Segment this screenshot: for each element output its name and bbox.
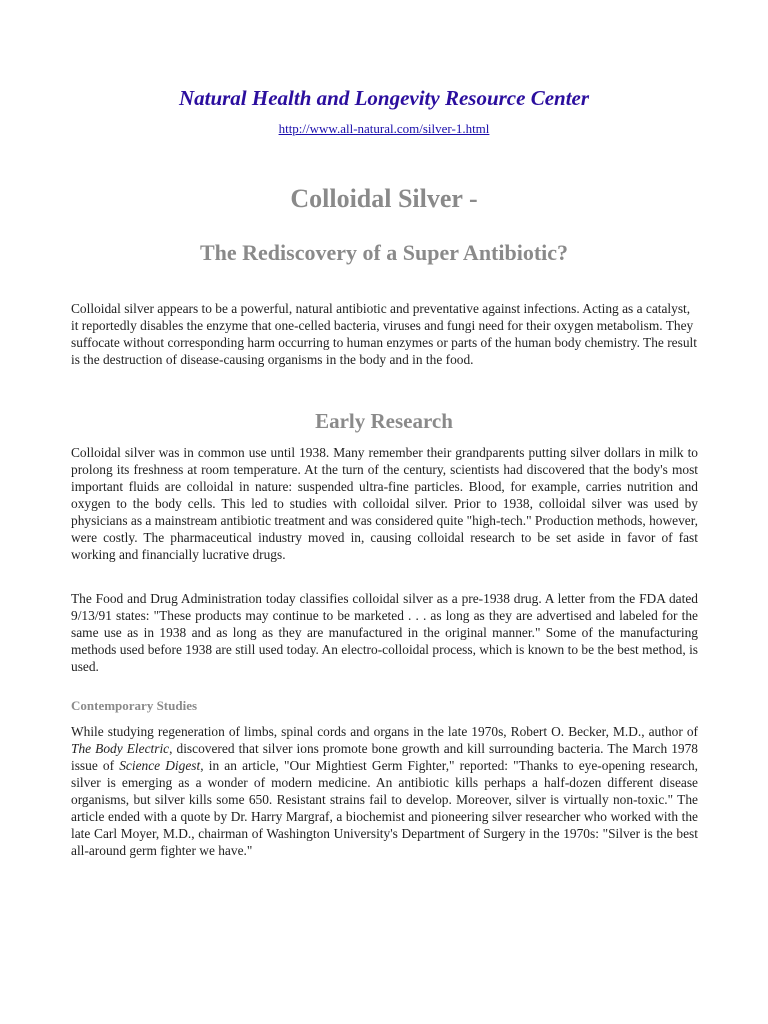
contemporary-text-part-1: While studying regeneration of limbs, spinal cords and organs in the late 1970s, Robert O. Becker, M.D., author of [71,724,698,739]
intro-paragraph: Colloidal silver appears to be a powerful, natural antibiotic and preventative against infections. Acting as a catalyst, it reportedly disables the enzyme that one-celled bacteria, viruses and fungi need for their oxygen metabolism. They suffocate without corresponding harm occurring to human enzymes or parts of the human body chemistry. The result is the destruction of disease-causing organisms in the body and in the food. [71,301,697,367]
site-title: Natural Health and Longevity Resource Center [178,86,590,110]
early-research-paragraph-1: Colloidal silver was in common use until 1938. Many remember their grandparents putting silver dollars in milk to prolong its freshness at room temperature. At the turn of the century, scientists had discovered that the body's most important fluids are colloidal in nature: suspended ultra-fine particles. Blood, for example, carries nutrition and oxygen to the body cells. This led to studies with colloidal silver. Prior to 1938, colloidal silver was used by physicians as a mainstream antibiotic treatment and was considered quite "high-tech." Production methods, however, were costly. The pharmaceutical industry moved in, causing colloidal research to be set aside in favor of fast working and financially lucrative drugs. [71,445,698,562]
contemporary-studies-heading: Contemporary Studies [71,698,198,713]
contemporary-text-part-2: , discovered that silver ions promote bone growth and kill surrounding bacteria. The March 1978 issue of [71,741,698,773]
source-url-link[interactable]: http://www.all-natural.com/silver-1.html [278,121,490,136]
early-research-paragraph-2: The Food and Drug Administration today classifies colloidal silver as a pre-1938 drug. A letter from the FDA dated 9/13/91 states: "These products may continue to be marketed . . . as long as they are advertised and labeled for the same use as in 1938 and as long as they are manufactured in the original manner." Some of the manufacturing methods used before 1938 are still used today. An electro-colloidal process, which is known to be the best method, is used. [71,591,698,674]
early-research-heading: Early Research [315,409,453,433]
article-title: Colloidal Silver - [290,184,478,213]
magazine-title: Science Digest [119,758,201,773]
book-title: The Body Electric [71,741,170,756]
contemporary-studies-paragraph [71,723,698,859]
article-subtitle: The Rediscovery of a Super Antibiotic? [199,240,569,265]
contemporary-text-part-3: , in an article, "Our Mightiest Germ Fighter," reported: "Thanks to eye-opening research, silver is emerging as a wonder of modern medicine. An antibiotic kills perhaps a half-dozen different disease organisms, but silver kills some 650. Resistant strains fail to develop. Moreover, silver is virtually non-toxic." The article ended with a quote by Dr. Harry Margraf, a biochemist and pioneering silver researcher who worked with the late Carl Moyer, M.D., chairman of Washington University's Department of Surgery in the 1970s: "Silver is the best all-around germ fighter we have." [71,758,698,858]
